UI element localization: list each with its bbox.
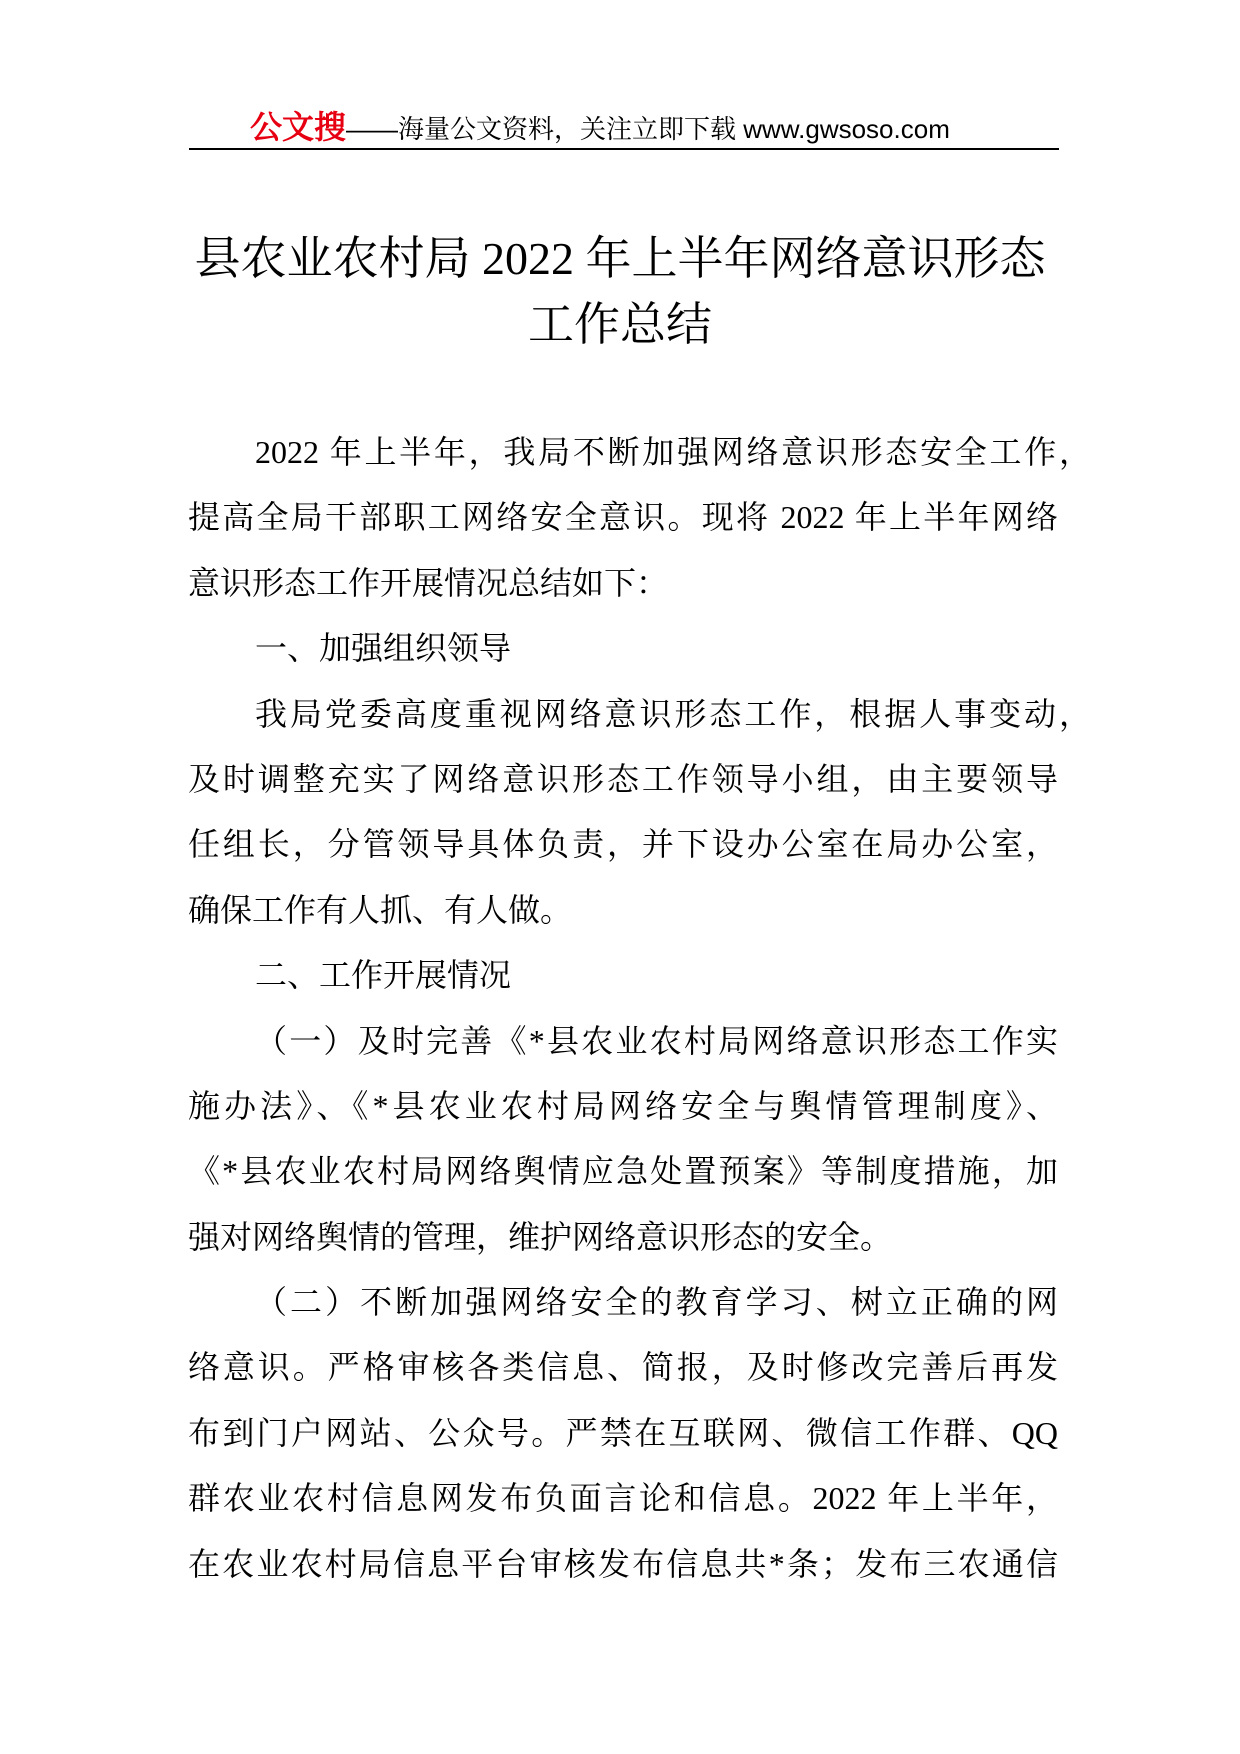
body-paragraph — [188, 1270, 1058, 1597]
text-line: 《*县农业农村局网络舆情应急处置预案》等制度措施，加 — [188, 1153, 1058, 1190]
body-paragraph — [188, 420, 1091, 616]
header-tagline: ——海量公文资料，关注立即下载 www.gwsoso.com — [346, 114, 950, 144]
document-body — [188, 420, 1091, 1597]
title-line: 县农业农村局 2022 年上半年网络意识形态 — [194, 233, 1046, 284]
site-brand: 公文搜 — [250, 109, 347, 145]
text-line: 及时调整充实了网络意识形态工作领导小组，由主要领导 — [188, 760, 1058, 797]
text-line: 任组长，分管领导具体负责，并下设办公室在局办公室， — [188, 826, 1058, 863]
header-divider — [189, 148, 1059, 150]
text-line: 意识形态工作开展情况总结如下： — [188, 564, 669, 601]
text-line: （二）不断加强网络安全的教育学习、树立正确的网 — [255, 1284, 1058, 1321]
text-line: 施办法》、《*县农业农村局网络安全与舆情管理制度》、 — [188, 1087, 1058, 1124]
text-line: 我局党委高度重视网络意识形态工作，根据人事变动， — [255, 695, 1091, 732]
title-line: 工作总结 — [528, 299, 712, 350]
text-line: 在农业农村局信息平台审核发布信息共*条；发布三农通信 — [188, 1545, 1058, 1582]
text-line: 群农业农村信息网发布负面言论和信息。2022 年上半年， — [188, 1480, 1058, 1517]
section-heading-text: 二、工作开展情况 — [255, 957, 512, 994]
body-paragraph — [188, 682, 1091, 944]
section-heading-text: 一、加强组织领导 — [255, 630, 512, 667]
text-line: 提高全局干部职工网络安全意识。现将 2022 年上半年网络 — [188, 499, 1058, 536]
text-line: 布到门户网站、公众号。严禁在互联网、微信工作群、QQ — [188, 1414, 1058, 1451]
body-paragraph — [188, 1009, 1058, 1271]
document-title — [0, 226, 1240, 358]
text-line: 络意识。严格审核各类信息、简报，及时修改完善后再发 — [188, 1349, 1058, 1386]
section-heading — [188, 616, 1058, 681]
text-line: 2022 年上半年，我局不断加强网络意识形态安全工作， — [255, 434, 1091, 470]
page-header — [250, 106, 950, 148]
section-heading — [188, 943, 1058, 1008]
text-line: 强对网络舆情的管理，维护网络意识形态的安全。 — [188, 1218, 893, 1255]
text-line: 确保工作有人抓、有人做。 — [188, 891, 573, 928]
text-line: （一）及时完善《*县农业农村局网络意识形态工作实 — [255, 1022, 1058, 1059]
